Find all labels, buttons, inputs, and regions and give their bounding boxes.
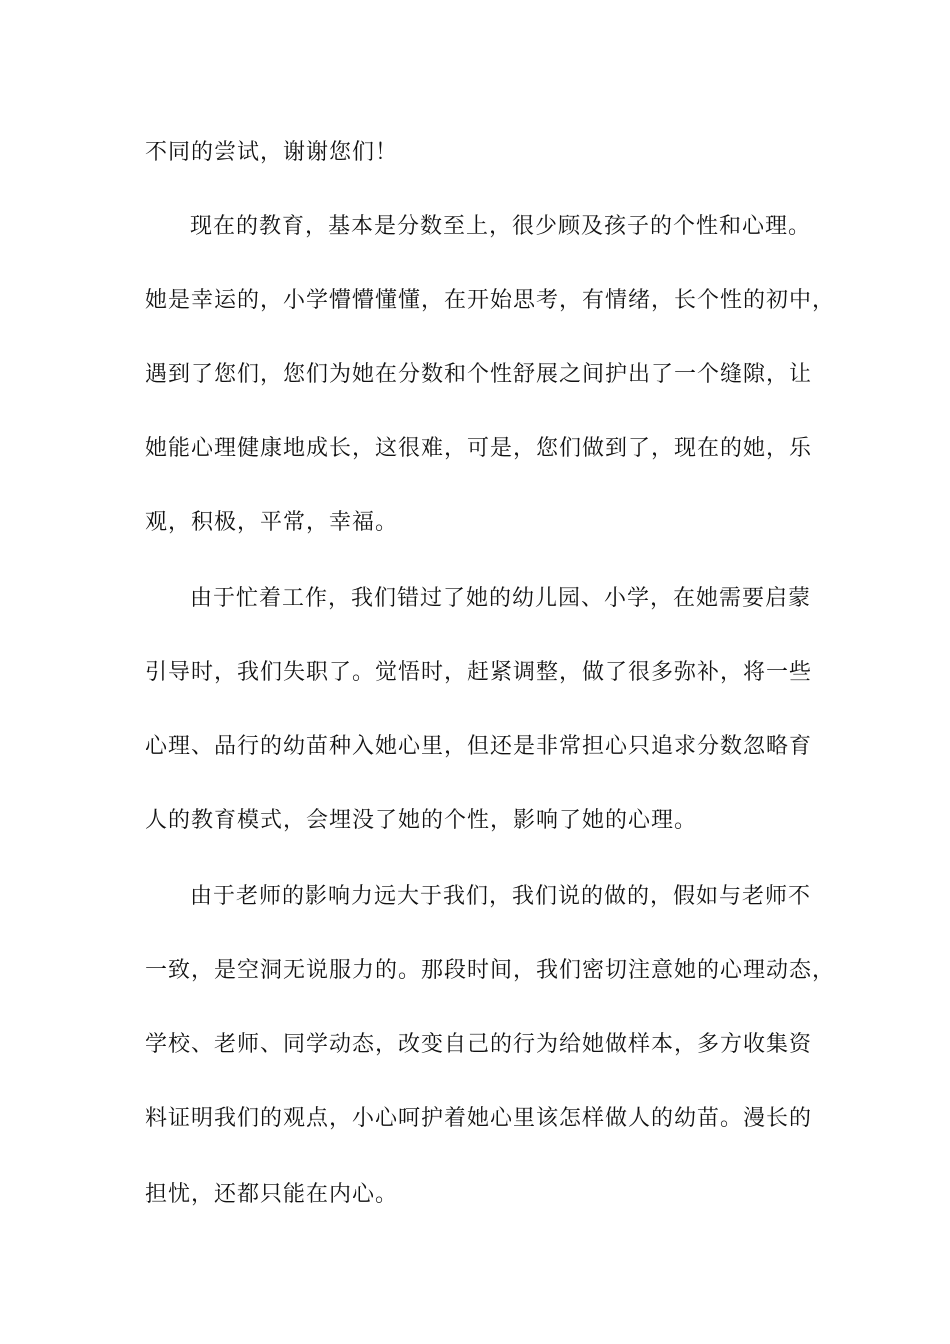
text-line: 心理、品行的幼苗种入她心里，但还是非常担心只追求分数忽略育 <box>145 734 813 759</box>
paragraph-first-line: 现在的教育，基本是分数至上，很少顾及孩子的个性和心理。 <box>190 214 812 239</box>
text-line: 担忧，还都只能在内心。 <box>145 1182 399 1207</box>
text-line: 学校、老师、同学动态，改变自己的行为给她做样本，多方收集资 <box>145 1032 813 1057</box>
text-line: 遇到了您们，您们为她在分数和个性舒展之间护出了一个缝隙，让 <box>145 362 813 387</box>
text-line: 不同的尝试，谢谢您们！ <box>145 140 399 165</box>
text-line: 一致，是空洞无说服力的。那段时间，我们密切注意她的心理动态， <box>145 958 836 983</box>
paragraph-first-line: 由于老师的影响力远大于我们，我们说的做的，假如与老师不 <box>190 884 812 909</box>
text-line: 她能心理健康地成长，这很难，可是，您们做到了，现在的她，乐 <box>145 436 813 461</box>
text-line: 她是幸运的，小学懵懵懂懂，在开始思考，有情绪，长个性的初中， <box>145 288 836 313</box>
text-line: 料证明我们的观点，小心呵护着她心里该怎样做人的幼苗。漫长的 <box>145 1106 813 1131</box>
text-line: 观，积极，平常，幸福。 <box>145 510 399 535</box>
text-line: 人的教育模式，会埋没了她的个性，影响了她的心理。 <box>145 808 698 833</box>
text-line: 引导时，我们失职了。觉悟时，赶紧调整，做了很多弥补，将一些 <box>145 660 813 685</box>
paragraph-first-line: 由于忙着工作，我们错过了她的幼儿园、小学，在她需要启蒙 <box>190 586 812 611</box>
